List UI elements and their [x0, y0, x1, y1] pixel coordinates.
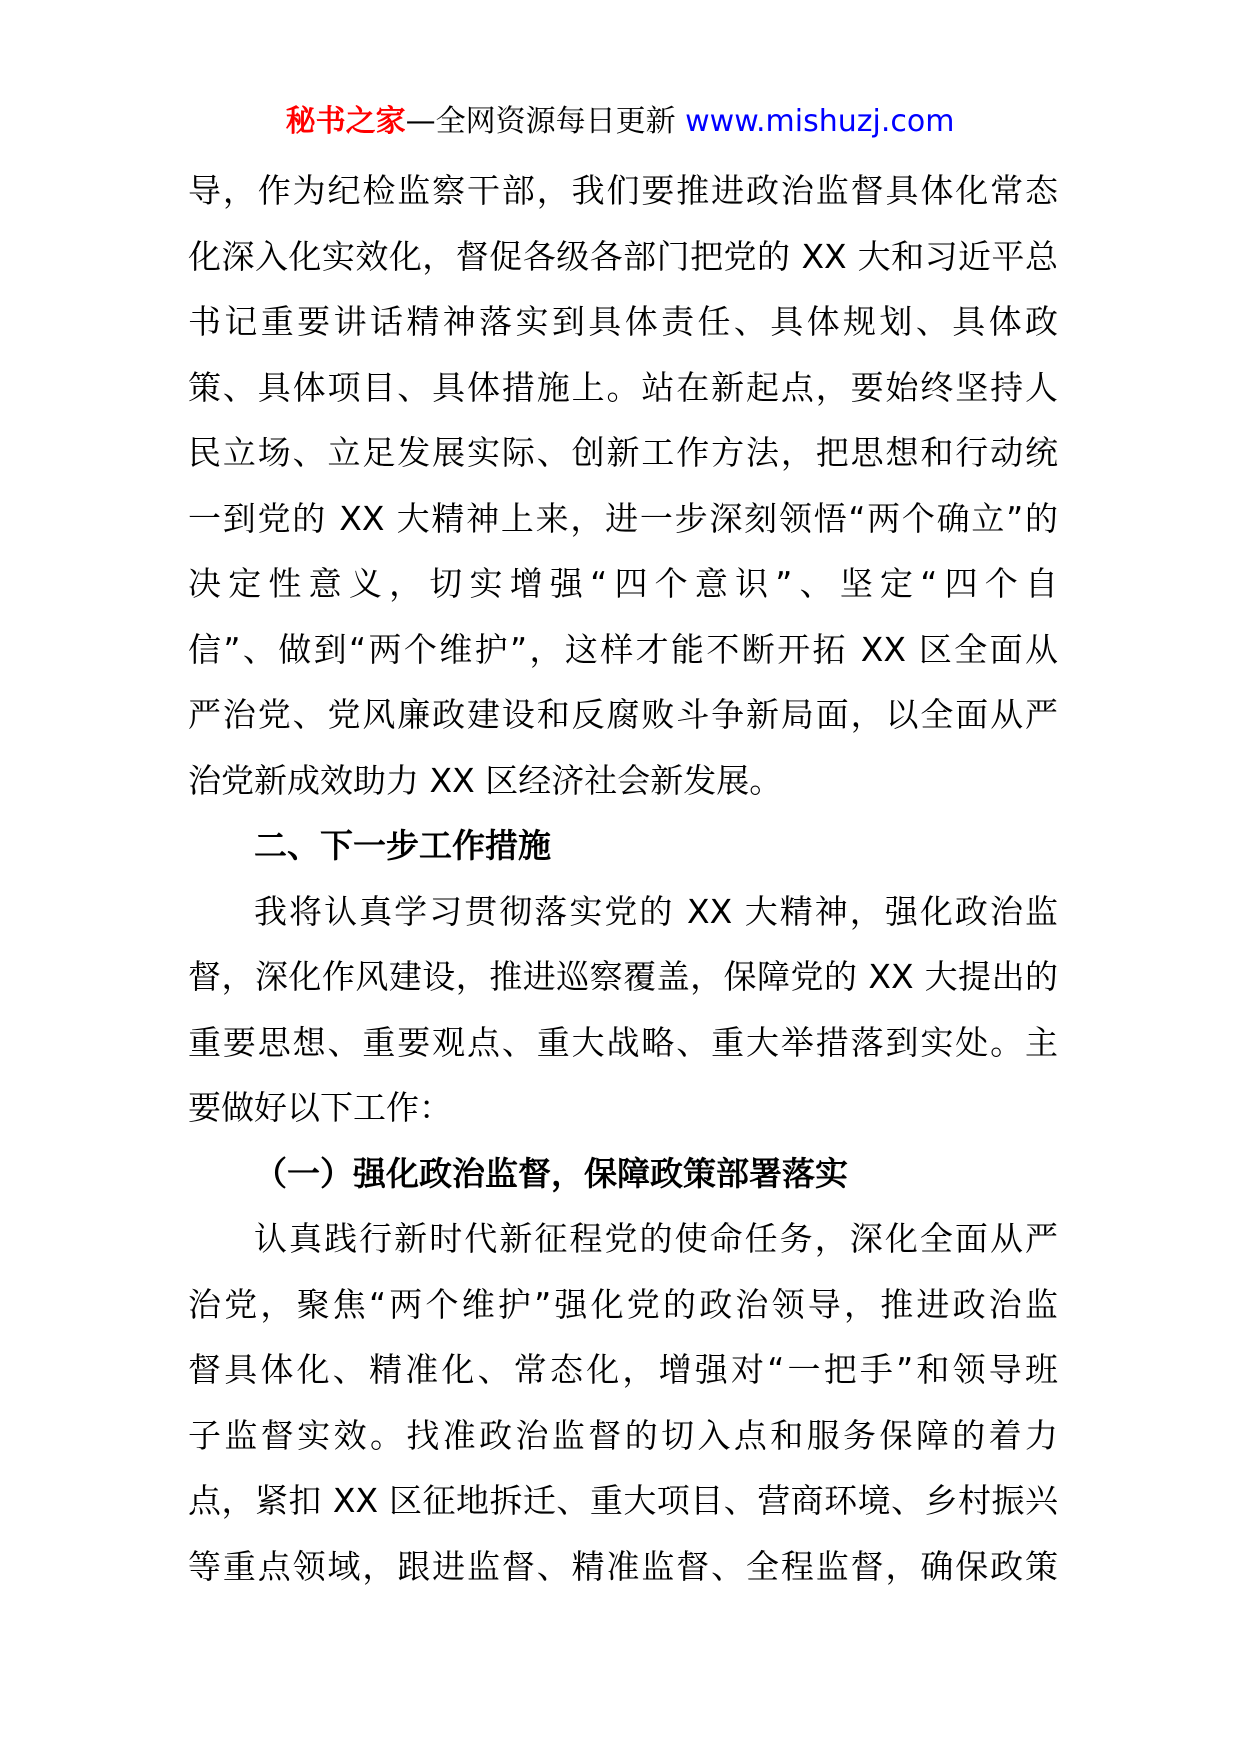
text-line: 信”、做到“两个维护”，这样才能不断开拓 XX 区全面从	[188, 629, 1058, 669]
text-line: 严治党、党风廉政建设和反腐败斗争新局面，以全面从严	[188, 695, 1058, 734]
text-line: 导，作为纪检监察干部，我们要推进政治监督具体化常态	[188, 171, 1058, 210]
text-line: 策、具体项目、具体措施上。站在新起点，要始终坚持人	[188, 367, 1058, 407]
text-line: 化深入化实效化，督促各级各部门把党的 XX 大和习近平总	[188, 236, 1058, 276]
text-line: 重要思想、重要观点、重大战略、重大举措落到实处。主	[188, 1022, 1058, 1062]
text-line: 一到党的 XX 大精神上来，进一步深刻领悟“两个确立”的	[188, 498, 1058, 538]
subsection-heading: （一）强化政治监督，保障政策部署落实	[254, 1153, 848, 1193]
text-line: 决定性意义，切实增强“四个意识”、坚定“四个自	[188, 564, 1058, 603]
section-heading: 二、下一步工作措施	[254, 826, 551, 865]
text-line: 治党，聚焦“两个维护”强化党的政治领导，推进政治监	[188, 1284, 1058, 1324]
header-brand: 秘书之家	[285, 104, 406, 139]
paragraph-2	[188, 879, 1058, 1141]
text-line: 我将认真学习贯彻落实党的 XX 大精神，强化政治监	[254, 891, 1058, 931]
page-header	[0, 100, 1240, 144]
text-line: 等重点领域，跟进监督、精准监督、全程监督，确保政策	[188, 1546, 1058, 1586]
text-line: 认真践行新时代新征程党的使命任务，深化全面从严	[254, 1219, 1058, 1258]
text-line: 治党新成效助力 XX 区经济社会新发展。	[188, 760, 783, 800]
text-line: 子监督实效。找准政治监督的切入点和服务保障的着力	[188, 1415, 1058, 1455]
header-url[interactable]: www.mishuzj.com	[685, 104, 955, 139]
text-line: 民立场、立足发展实际、创新工作方法，把思想和行动统	[188, 433, 1058, 472]
text-line: 督具体化、精准化、常态化，增强对“一把手”和领导班	[188, 1350, 1058, 1389]
paragraph-1	[188, 158, 1058, 813]
document-body	[188, 158, 1058, 1599]
text-line: 要做好以下工作：	[188, 1088, 452, 1127]
text-line: 书记重要讲话精神落实到具体责任、具体规划、具体政	[188, 302, 1058, 341]
paragraph-3	[188, 1206, 1058, 1599]
text-line: 点，紧扣 XX 区征地拆迁、重大项目、营商环境、乡村振兴	[188, 1481, 1058, 1520]
text-line: 督，深化作风建设，推进巡察覆盖，保障党的 XX 大提出的	[188, 957, 1058, 996]
header-tagline: —全网资源每日更新	[405, 104, 676, 139]
